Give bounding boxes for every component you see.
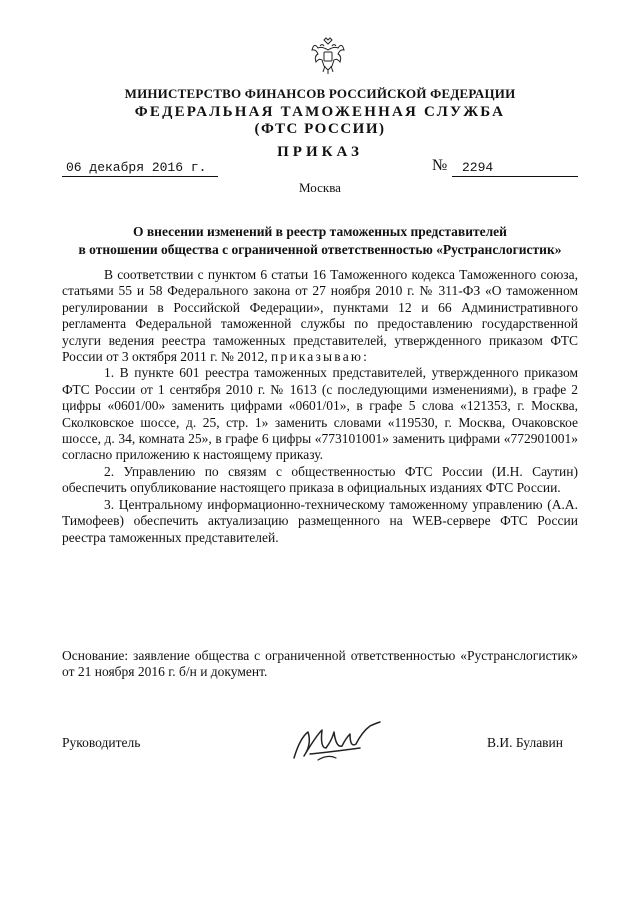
number-label: № [432, 157, 448, 174]
document-type: ПРИКАЗ [277, 144, 363, 160]
document-number: 2294 [452, 160, 578, 177]
handwritten-signature-icon [290, 718, 390, 766]
signatory-name: В.И. Булавин [487, 735, 564, 750]
service-abbreviation: (ФТС РОССИИ) [254, 121, 386, 137]
basis-paragraph: Основание: заявление общества с ограниченной ответственностью «Рустранслогистик» от 21 ноября 2016 г. б/н и документ. [62, 648, 578, 680]
coat-of-arms-emblem-icon [310, 36, 346, 76]
preamble-text: В соответствии с пунктом 6 статьи 16 Таможенного кодекса Таможенного союза, статьями 55 и 58 Федерального закона от 27 ноября 2010 г. № 311-ФЗ «О таможенном регулировании в Российской Федерации», пунктами 12 и 66 Административного регламента Федеральной таможенной службы по предоставлению государственной услуги ведения реестра таможенных представителей, утвержденного приказом ФТС России от 3 октября 2011 г. № 2012, [62, 267, 578, 365]
service-name: ФЕДЕРАЛЬНАЯ ТАМОЖЕННАЯ СЛУЖБА [134, 104, 506, 120]
order-item-3: 3. Центральному информационно-техническому таможенному управлению (А.А. Тимофеев) обеспечить актуализацию размещенного на WEB-сервере ФТС России реестра таможенных представителей. [62, 496, 578, 545]
preamble-paragraph [62, 267, 578, 365]
order-item-2: 2. Управлению по связям с общественностью ФТС России (И.Н. Саутин) обеспечить опубликование настоящего приказа в официальных изданиях ФТС России. [62, 463, 578, 496]
document-date: 06 декабря 2016 г. [62, 160, 218, 177]
signatory-role: Руководитель [62, 735, 141, 750]
order-word: приказываю: [270, 349, 370, 365]
document-body [62, 267, 578, 546]
ministry-name: МИНИСТЕРСТВО ФИНАНСОВ РОССИЙСКОЙ ФЕДЕРАЦИИ [124, 86, 516, 101]
order-item-1: 1. В пункте 601 реестра таможенных представителей, утвержденного приказом ФТС России от 1 сентября 2010 г. № 1613 (с последующими изменениями), в графе 2 цифры «0601/00» заменить цифрами «0601/01», в графе 5 слова «121353, г. Москва, Сколковское шоссе, д. 25, стр. 1» заменить словами «119530, г. Москва, Очаковское шоссе, д. 34, комната 25», в графе 6 цифры «773101001» заменить цифрами «772901001» согласно приложению к настоящему приказу. [62, 365, 578, 463]
document-title-line-1: О внесении изменений в реестр таможенных представителей [133, 224, 507, 239]
document-city: Москва [299, 180, 341, 195]
document-title-line-2: в отношении общества с ограниченной ответственностью «Рустранслогистик» [78, 242, 562, 257]
